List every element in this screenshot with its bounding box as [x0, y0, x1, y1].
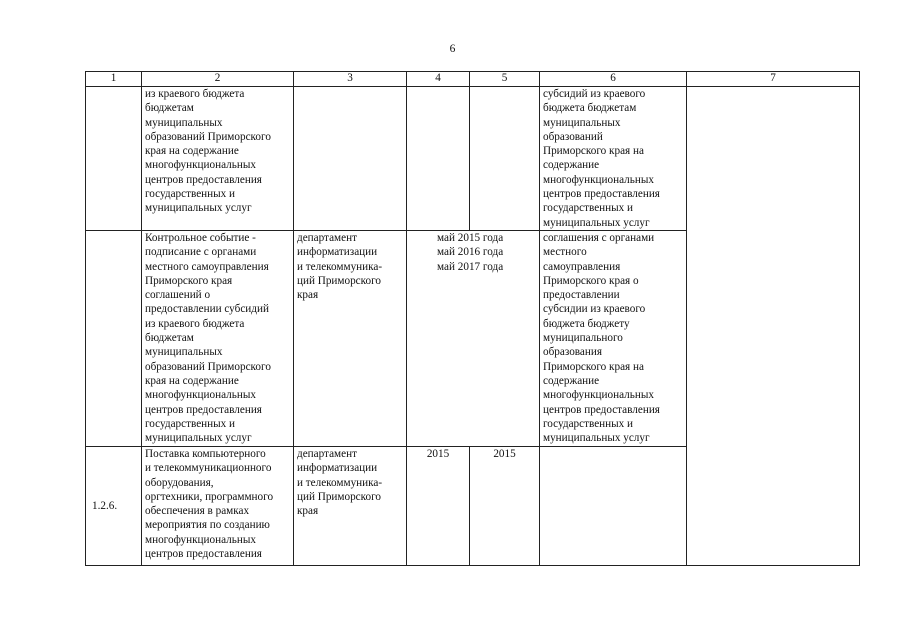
event-line: из краевого бюджета — [145, 88, 245, 100]
event-line: предоставлении субсидий — [145, 303, 269, 316]
date-line: май 2016 года — [437, 246, 504, 259]
notes-cell — [687, 446, 860, 565]
event-cell — [142, 446, 294, 565]
header-row — [86, 72, 860, 87]
event-line: оборудования, — [145, 476, 214, 489]
event-line: многофункциональных — [145, 159, 256, 172]
end-date-cell — [470, 446, 540, 565]
header-col-5: 5 — [470, 72, 540, 87]
event-line: Приморского края — [145, 274, 233, 287]
result-line: предоставлении — [543, 289, 620, 302]
result-line: государственных и — [543, 202, 634, 215]
event-line: государственных и — [145, 188, 236, 201]
event-line: образований Приморского — [145, 130, 271, 143]
event-cell — [142, 87, 294, 231]
executor-line: департамент — [297, 231, 357, 244]
event-line: государственных и — [145, 417, 236, 430]
date-line: май 2017 года — [437, 260, 504, 273]
result-line: центров предоставления — [543, 403, 660, 416]
event-line: подписание с органами — [145, 246, 257, 259]
result-cell — [540, 446, 687, 565]
executor-line: ций Приморского — [297, 274, 382, 287]
result-line: соглашения с органами — [543, 231, 655, 244]
executor-line: информатизации — [297, 246, 378, 259]
event-line: образований Приморского — [145, 360, 271, 373]
result-line: содержание — [543, 159, 600, 172]
result-line: Приморского края о — [543, 274, 639, 287]
row-number-cell: 1.2.6. — [86, 446, 142, 565]
end-date-cell — [470, 87, 540, 231]
table-row — [86, 230, 860, 446]
result-line: субсидии из краевого — [543, 303, 646, 316]
result-line: Приморского края на — [543, 360, 644, 373]
executor-cell — [294, 446, 407, 565]
start-date: 2015 — [426, 447, 450, 460]
result-line: муниципальных услуг — [543, 432, 650, 445]
executor-cell — [294, 87, 407, 231]
event-line: бюджетам — [145, 332, 194, 345]
event-line: мероприятия по созданию — [145, 519, 270, 532]
header-col-3: 3 — [294, 72, 407, 87]
event-line: Поставка компьютерного — [145, 447, 266, 460]
header-col-1: 1 — [86, 72, 142, 87]
event-cell — [142, 230, 294, 446]
event-line: и телекоммуникационного — [145, 462, 272, 475]
event-line: края на содержание — [145, 145, 239, 158]
executor-line: информатизации — [297, 462, 378, 475]
result-line: центров предоставления — [543, 188, 660, 201]
notes-cell — [687, 87, 860, 231]
executor-line: департамент — [297, 447, 357, 460]
result-line: муниципальных услуг — [543, 216, 650, 229]
event-line: муниципальных — [145, 116, 223, 129]
result-line: муниципального — [543, 332, 623, 345]
event-line: обеспечения в рамках — [145, 505, 250, 518]
table-row — [86, 446, 860, 565]
result-line: муниципальных — [543, 116, 621, 129]
activity-table — [85, 71, 860, 566]
event-line: центров предоставления — [145, 173, 262, 186]
start-date-cell — [407, 446, 470, 565]
result-line: бюджета бюджету — [543, 317, 630, 330]
event-line: муниципальных услуг — [145, 202, 252, 215]
executor-cell — [294, 230, 407, 446]
header-col-7: 7 — [687, 72, 860, 87]
page-number: 6 — [449, 43, 456, 55]
event-line: оргтехники, программного — [145, 490, 274, 503]
header-col-4: 4 — [407, 72, 470, 87]
result-line: образований — [543, 130, 603, 143]
result-line: Приморского края на — [543, 145, 644, 158]
result-line: государственных и — [543, 417, 634, 430]
table-row — [86, 87, 860, 231]
notes-cell — [687, 230, 860, 446]
event-line: бюджетам — [145, 102, 194, 115]
executor-line: и телекоммуника- — [297, 476, 383, 489]
row-number-cell — [86, 87, 142, 231]
result-line: субсидий из краевого — [543, 88, 646, 100]
event-line: из краевого бюджета — [145, 317, 245, 330]
event-line: муниципальных — [145, 346, 223, 359]
event-line: края на содержание — [145, 374, 239, 387]
event-line: многофункциональных — [145, 389, 256, 402]
result-line: местного — [543, 246, 587, 259]
result-line: содержание — [543, 374, 600, 387]
executor-line: ций Приморского — [297, 490, 382, 503]
event-line: соглашений о — [145, 289, 211, 302]
executor-line: и телекоммуника- — [297, 260, 383, 273]
dates-cell — [407, 230, 540, 446]
result-line: многофункциональных — [543, 389, 654, 402]
event-line: многофункциональных — [145, 533, 256, 546]
result-line: многофункциональных — [543, 173, 654, 186]
row-number-cell — [86, 230, 142, 446]
start-date-cell — [407, 87, 470, 231]
header-col-2: 2 — [142, 72, 294, 87]
end-date: 2015 — [493, 447, 516, 460]
result-line: самоуправления — [543, 260, 621, 273]
executor-line: края — [297, 505, 319, 518]
event-line: Контрольное событие - — [145, 231, 256, 244]
executor-line: края — [297, 289, 319, 302]
event-line: местного самоуправления — [145, 260, 269, 273]
result-line: образования — [543, 346, 603, 359]
result-line: бюджета бюджетам — [543, 102, 637, 115]
result-cell — [540, 230, 687, 446]
result-cell — [540, 87, 687, 231]
event-line: центров предоставления — [145, 548, 262, 561]
event-line: центров предоставления — [145, 403, 262, 416]
event-line: муниципальных услуг — [145, 432, 252, 445]
date-line: май 2015 года — [437, 231, 504, 244]
header-col-6: 6 — [540, 72, 687, 87]
